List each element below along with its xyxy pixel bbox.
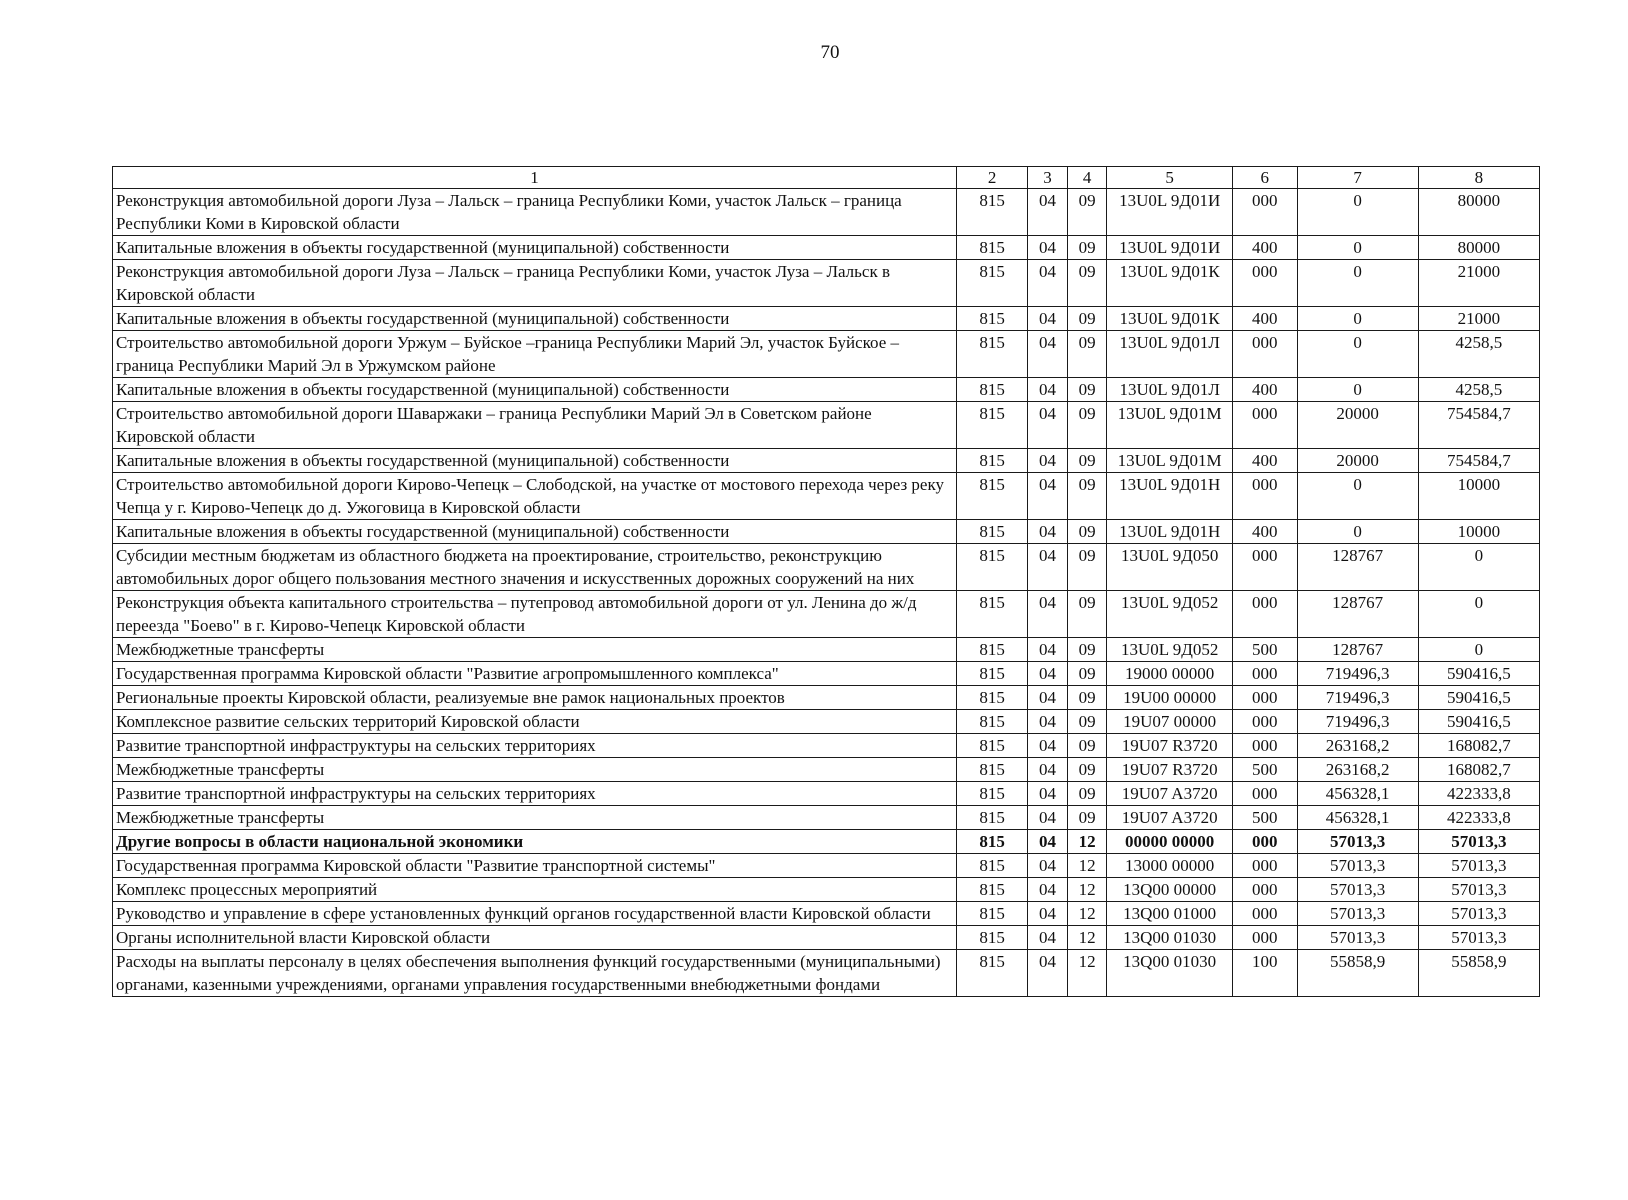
row-code-5-cell: 13U0L 9Д01И [1107,189,1232,236]
row-code-4-cell: 09 [1067,591,1107,638]
row-amount-7-cell: 263168,2 [1297,758,1418,782]
row-code-6-cell: 400 [1232,449,1297,473]
row-code-2-cell: 815 [957,950,1028,997]
row-amount-8-cell: 21000 [1418,307,1539,331]
row-code-6-cell: 000 [1232,189,1297,236]
row-code-6-cell: 400 [1232,236,1297,260]
row-code-3-cell: 04 [1028,236,1068,260]
row-code-3-cell: 04 [1028,520,1068,544]
row-code-4-cell: 09 [1067,449,1107,473]
row-name-cell: Развитие транспортной инфраструктуры на сельских территориях [113,734,957,758]
table-row [113,662,1540,686]
row-amount-7-cell: 0 [1297,520,1418,544]
row-name-cell: Субсидии местным бюджетам из областного бюджета на проектирование, строительство, реконструкцию автомобильных дорог общего пользования местного значения и искусственных дорожных сооружений на них [113,544,957,591]
row-code-4-cell: 09 [1067,307,1107,331]
row-code-4-cell: 12 [1067,926,1107,950]
row-amount-7-cell: 57013,3 [1297,854,1418,878]
row-code-5-cell: 13000 00000 [1107,854,1232,878]
row-code-4-cell: 09 [1067,662,1107,686]
row-code-3-cell: 04 [1028,758,1068,782]
row-amount-8-cell: 57013,3 [1418,854,1539,878]
row-code-2-cell: 815 [957,758,1028,782]
row-code-3-cell: 04 [1028,260,1068,307]
row-code-4-cell: 09 [1067,782,1107,806]
row-amount-8-cell: 4258,5 [1418,378,1539,402]
row-code-6-cell: 500 [1232,806,1297,830]
row-name-cell: Государственная программа Кировской области "Развитие транспортной системы" [113,854,957,878]
row-amount-8-cell: 55858,9 [1418,950,1539,997]
row-amount-7-cell: 0 [1297,473,1418,520]
header-col-2: 2 [957,167,1028,189]
row-amount-8-cell: 80000 [1418,236,1539,260]
row-code-6-cell: 500 [1232,758,1297,782]
row-code-6-cell: 000 [1232,686,1297,710]
row-amount-8-cell: 590416,5 [1418,710,1539,734]
row-code-3-cell: 04 [1028,331,1068,378]
row-code-5-cell: 13U0L 9Д01Н [1107,520,1232,544]
page-number: 70 [820,42,840,63]
row-code-5-cell: 00000 00000 [1107,830,1232,854]
row-code-2-cell: 815 [957,710,1028,734]
row-name-cell: Региональные проекты Кировской области, реализуемые вне рамок национальных проектов [113,686,957,710]
row-code-3-cell: 04 [1028,662,1068,686]
table-row [113,402,1540,449]
row-code-4-cell: 09 [1067,520,1107,544]
row-code-5-cell: 19U07 R3720 [1107,734,1232,758]
row-amount-8-cell: 10000 [1418,520,1539,544]
row-code-5-cell: 19U07 R3720 [1107,758,1232,782]
row-code-5-cell: 13U0L 9Д050 [1107,544,1232,591]
row-name-cell: Капитальные вложения в объекты государственной (муниципальной) собственности [113,378,957,402]
row-code-2-cell: 815 [957,236,1028,260]
row-code-2-cell: 815 [957,830,1028,854]
row-code-3-cell: 04 [1028,189,1068,236]
row-name-cell: Капитальные вложения в объекты государственной (муниципальной) собственности [113,307,957,331]
row-name-cell: Реконструкция автомобильной дороги Луза – Лальск – граница Республики Коми, участок Лальск – граница Республики Коми в Кировской области [113,189,957,236]
table-row [113,378,1540,402]
table-row [113,710,1540,734]
row-amount-8-cell: 57013,3 [1418,902,1539,926]
row-code-4-cell: 09 [1067,402,1107,449]
row-code-5-cell: 19U00 00000 [1107,686,1232,710]
row-code-2-cell: 815 [957,260,1028,307]
row-amount-8-cell: 168082,7 [1418,734,1539,758]
table-row [113,782,1540,806]
row-name-cell: Строительство автомобильной дороги Кирово-Чепецк – Слободской, на участке от мостового перехода через реку Чепца у г. Кирово-Чепецк до д. Ужоговица в Кировской области [113,473,957,520]
row-amount-8-cell: 754584,7 [1418,449,1539,473]
row-amount-8-cell: 10000 [1418,473,1539,520]
row-code-6-cell: 000 [1232,926,1297,950]
table-row [113,591,1540,638]
row-amount-8-cell: 422333,8 [1418,806,1539,830]
row-amount-7-cell: 57013,3 [1297,902,1418,926]
row-code-6-cell: 400 [1232,378,1297,402]
table-row [113,902,1540,926]
table-row [113,189,1540,236]
row-code-3-cell: 04 [1028,734,1068,758]
row-code-4-cell: 12 [1067,950,1107,997]
row-code-2-cell: 815 [957,402,1028,449]
row-code-3-cell: 04 [1028,402,1068,449]
row-code-6-cell: 000 [1232,544,1297,591]
row-code-3-cell: 04 [1028,782,1068,806]
row-amount-7-cell: 57013,3 [1297,830,1418,854]
header-col-8: 8 [1418,167,1539,189]
row-amount-8-cell: 57013,3 [1418,878,1539,902]
row-code-6-cell: 500 [1232,638,1297,662]
row-amount-7-cell: 456328,1 [1297,782,1418,806]
row-code-5-cell: 13U0L 9Д01М [1107,449,1232,473]
table-header-row [113,167,1540,189]
row-code-6-cell: 000 [1232,662,1297,686]
table-row [113,734,1540,758]
row-code-4-cell: 12 [1067,830,1107,854]
row-code-6-cell: 000 [1232,902,1297,926]
header-col-6: 6 [1232,167,1297,189]
row-amount-8-cell: 590416,5 [1418,686,1539,710]
row-amount-7-cell: 719496,3 [1297,710,1418,734]
row-code-3-cell: 04 [1028,544,1068,591]
row-code-6-cell: 000 [1232,710,1297,734]
table-row [113,260,1540,307]
row-code-2-cell: 815 [957,378,1028,402]
row-code-4-cell: 12 [1067,902,1107,926]
row-name-cell: Комплексное развитие сельских территорий Кировской области [113,710,957,734]
row-code-3-cell: 04 [1028,473,1068,520]
row-code-5-cell: 19000 00000 [1107,662,1232,686]
row-code-2-cell: 815 [957,854,1028,878]
row-code-2-cell: 815 [957,686,1028,710]
row-code-6-cell: 000 [1232,830,1297,854]
row-code-2-cell: 815 [957,638,1028,662]
row-code-6-cell: 400 [1232,307,1297,331]
row-code-6-cell: 000 [1232,878,1297,902]
row-code-2-cell: 815 [957,591,1028,638]
row-code-5-cell: 13U0L 9Д01К [1107,260,1232,307]
row-name-cell: Строительство автомобильной дороги Уржум – Буйское –граница Республики Марий Эл, участок Буйское – граница Республики Марий Эл в Уржумском районе [113,331,957,378]
row-code-4-cell: 09 [1067,473,1107,520]
row-name-cell: Межбюджетные трансферты [113,806,957,830]
row-code-4-cell: 09 [1067,710,1107,734]
row-amount-7-cell: 0 [1297,189,1418,236]
row-amount-8-cell: 57013,3 [1418,830,1539,854]
row-code-5-cell: 13Q00 00000 [1107,878,1232,902]
row-name-cell: Межбюджетные трансферты [113,758,957,782]
row-code-2-cell: 815 [957,473,1028,520]
row-code-4-cell: 09 [1067,638,1107,662]
row-amount-7-cell: 55858,9 [1297,950,1418,997]
row-amount-8-cell: 21000 [1418,260,1539,307]
row-amount-7-cell: 0 [1297,260,1418,307]
table-row [113,686,1540,710]
row-code-2-cell: 815 [957,782,1028,806]
row-code-5-cell: 13U0L 9Д01И [1107,236,1232,260]
row-amount-7-cell: 0 [1297,378,1418,402]
row-code-6-cell: 000 [1232,734,1297,758]
row-name-cell: Строительство автомобильной дороги Шаваржаки – граница Республики Марий Эл в Советском районе Кировской области [113,402,957,449]
table-row [113,307,1540,331]
row-code-4-cell: 09 [1067,686,1107,710]
row-code-4-cell: 09 [1067,236,1107,260]
row-code-4-cell: 09 [1067,806,1107,830]
row-code-4-cell: 09 [1067,189,1107,236]
table-row [113,544,1540,591]
row-code-3-cell: 04 [1028,926,1068,950]
row-code-3-cell: 04 [1028,449,1068,473]
row-code-5-cell: 19U07 A3720 [1107,782,1232,806]
header-col-3: 3 [1028,167,1068,189]
row-code-5-cell: 13U0L 9Д01М [1107,402,1232,449]
row-code-3-cell: 04 [1028,806,1068,830]
row-name-cell: Расходы на выплаты персоналу в целях обеспечения выполнения функций государственными (муниципальными) органами, казенными учреждениями, органами управления государственными внебюджетными фондами [113,950,957,997]
row-code-2-cell: 815 [957,544,1028,591]
row-name-cell: Комплекс процессных мероприятий [113,878,957,902]
table-row [113,236,1540,260]
row-code-2-cell: 815 [957,331,1028,378]
row-amount-7-cell: 128767 [1297,591,1418,638]
row-code-2-cell: 815 [957,520,1028,544]
row-amount-7-cell: 20000 [1297,449,1418,473]
row-code-5-cell: 13Q00 01000 [1107,902,1232,926]
row-code-6-cell: 000 [1232,591,1297,638]
row-code-3-cell: 04 [1028,902,1068,926]
table-row [113,806,1540,830]
row-amount-7-cell: 263168,2 [1297,734,1418,758]
row-code-5-cell: 13U0L 9Д052 [1107,638,1232,662]
row-code-5-cell: 19U07 A3720 [1107,806,1232,830]
row-amount-8-cell: 0 [1418,591,1539,638]
row-code-5-cell: 13U0L 9Д01Н [1107,473,1232,520]
row-amount-7-cell: 57013,3 [1297,878,1418,902]
row-amount-8-cell: 57013,3 [1418,926,1539,950]
table-row [113,520,1540,544]
row-code-2-cell: 815 [957,734,1028,758]
row-name-cell: Развитие транспортной инфраструктуры на сельских территориях [113,782,957,806]
row-amount-7-cell: 57013,3 [1297,926,1418,950]
row-code-5-cell: 13U0L 9Д01К [1107,307,1232,331]
row-name-cell: Капитальные вложения в объекты государственной (муниципальной) собственности [113,236,957,260]
row-code-2-cell: 815 [957,806,1028,830]
row-amount-8-cell: 0 [1418,638,1539,662]
row-code-4-cell: 12 [1067,854,1107,878]
row-amount-7-cell: 719496,3 [1297,662,1418,686]
header-col-1: 1 [113,167,957,189]
row-code-4-cell: 09 [1067,544,1107,591]
row-name-cell: Реконструкция объекта капитального строительства – путепровод автомобильной дороги от ул. Ленина до ж/д переезда "Боево" в г. Кирово-Чепецк Кировской области [113,591,957,638]
row-code-4-cell: 09 [1067,378,1107,402]
row-code-4-cell: 09 [1067,758,1107,782]
row-code-3-cell: 04 [1028,591,1068,638]
row-code-4-cell: 09 [1067,734,1107,758]
table-row [113,638,1540,662]
row-name-cell: Другие вопросы в области национальной экономики [113,830,957,854]
row-code-4-cell: 12 [1067,878,1107,902]
row-code-5-cell: 13U0L 9Д052 [1107,591,1232,638]
table-row [113,950,1540,997]
row-code-6-cell: 000 [1232,473,1297,520]
row-code-6-cell: 000 [1232,402,1297,449]
row-code-3-cell: 04 [1028,878,1068,902]
header-col-7: 7 [1297,167,1418,189]
row-code-5-cell: 13Q00 01030 [1107,926,1232,950]
row-amount-8-cell: 590416,5 [1418,662,1539,686]
row-amount-7-cell: 456328,1 [1297,806,1418,830]
table-row [113,830,1540,854]
row-code-3-cell: 04 [1028,710,1068,734]
row-name-cell: Реконструкция автомобильной дороги Луза – Лальск – граница Республики Коми, участок Луза – Лальск в Кировской области [113,260,957,307]
row-name-cell: Руководство и управление в сфере установленных функций органов государственной власти Кировской области [113,902,957,926]
row-code-5-cell: 13Q00 01030 [1107,950,1232,997]
row-amount-7-cell: 0 [1297,307,1418,331]
row-code-2-cell: 815 [957,449,1028,473]
row-code-3-cell: 04 [1028,950,1068,997]
row-code-3-cell: 04 [1028,307,1068,331]
row-amount-8-cell: 4258,5 [1418,331,1539,378]
row-code-5-cell: 19U07 00000 [1107,710,1232,734]
row-code-6-cell: 000 [1232,260,1297,307]
row-code-3-cell: 04 [1028,854,1068,878]
row-code-2-cell: 815 [957,189,1028,236]
row-amount-8-cell: 0 [1418,544,1539,591]
row-amount-7-cell: 20000 [1297,402,1418,449]
table-row [113,878,1540,902]
row-amount-7-cell: 0 [1297,331,1418,378]
table-row [113,854,1540,878]
row-amount-8-cell: 422333,8 [1418,782,1539,806]
row-code-6-cell: 400 [1232,520,1297,544]
row-code-2-cell: 815 [957,307,1028,331]
header-col-5: 5 [1107,167,1232,189]
row-code-2-cell: 815 [957,902,1028,926]
table-row [113,473,1540,520]
row-amount-7-cell: 719496,3 [1297,686,1418,710]
row-code-5-cell: 13U0L 9Д01Л [1107,378,1232,402]
row-code-4-cell: 09 [1067,260,1107,307]
row-amount-7-cell: 128767 [1297,544,1418,591]
row-code-2-cell: 815 [957,662,1028,686]
row-code-2-cell: 815 [957,926,1028,950]
row-code-2-cell: 815 [957,878,1028,902]
row-name-cell: Межбюджетные трансферты [113,638,957,662]
table-row [113,331,1540,378]
row-name-cell: Капитальные вложения в объекты государственной (муниципальной) собственности [113,520,957,544]
row-code-6-cell: 000 [1232,854,1297,878]
row-code-6-cell: 000 [1232,331,1297,378]
row-code-6-cell: 000 [1232,782,1297,806]
row-code-4-cell: 09 [1067,331,1107,378]
row-amount-8-cell: 754584,7 [1418,402,1539,449]
row-code-3-cell: 04 [1028,830,1068,854]
row-code-5-cell: 13U0L 9Д01Л [1107,331,1232,378]
table-row [113,758,1540,782]
header-col-4: 4 [1067,167,1107,189]
budget-table [112,166,1540,997]
row-code-3-cell: 04 [1028,638,1068,662]
row-name-cell: Государственная программа Кировской области "Развитие агропромышленного комплекса" [113,662,957,686]
table-row [113,449,1540,473]
row-name-cell: Капитальные вложения в объекты государственной (муниципальной) собственности [113,449,957,473]
row-code-3-cell: 04 [1028,686,1068,710]
row-code-6-cell: 100 [1232,950,1297,997]
row-code-3-cell: 04 [1028,378,1068,402]
row-name-cell: Органы исполнительной власти Кировской области [113,926,957,950]
table-row [113,926,1540,950]
row-amount-8-cell: 168082,7 [1418,758,1539,782]
row-amount-7-cell: 128767 [1297,638,1418,662]
row-amount-8-cell: 80000 [1418,189,1539,236]
row-amount-7-cell: 0 [1297,236,1418,260]
